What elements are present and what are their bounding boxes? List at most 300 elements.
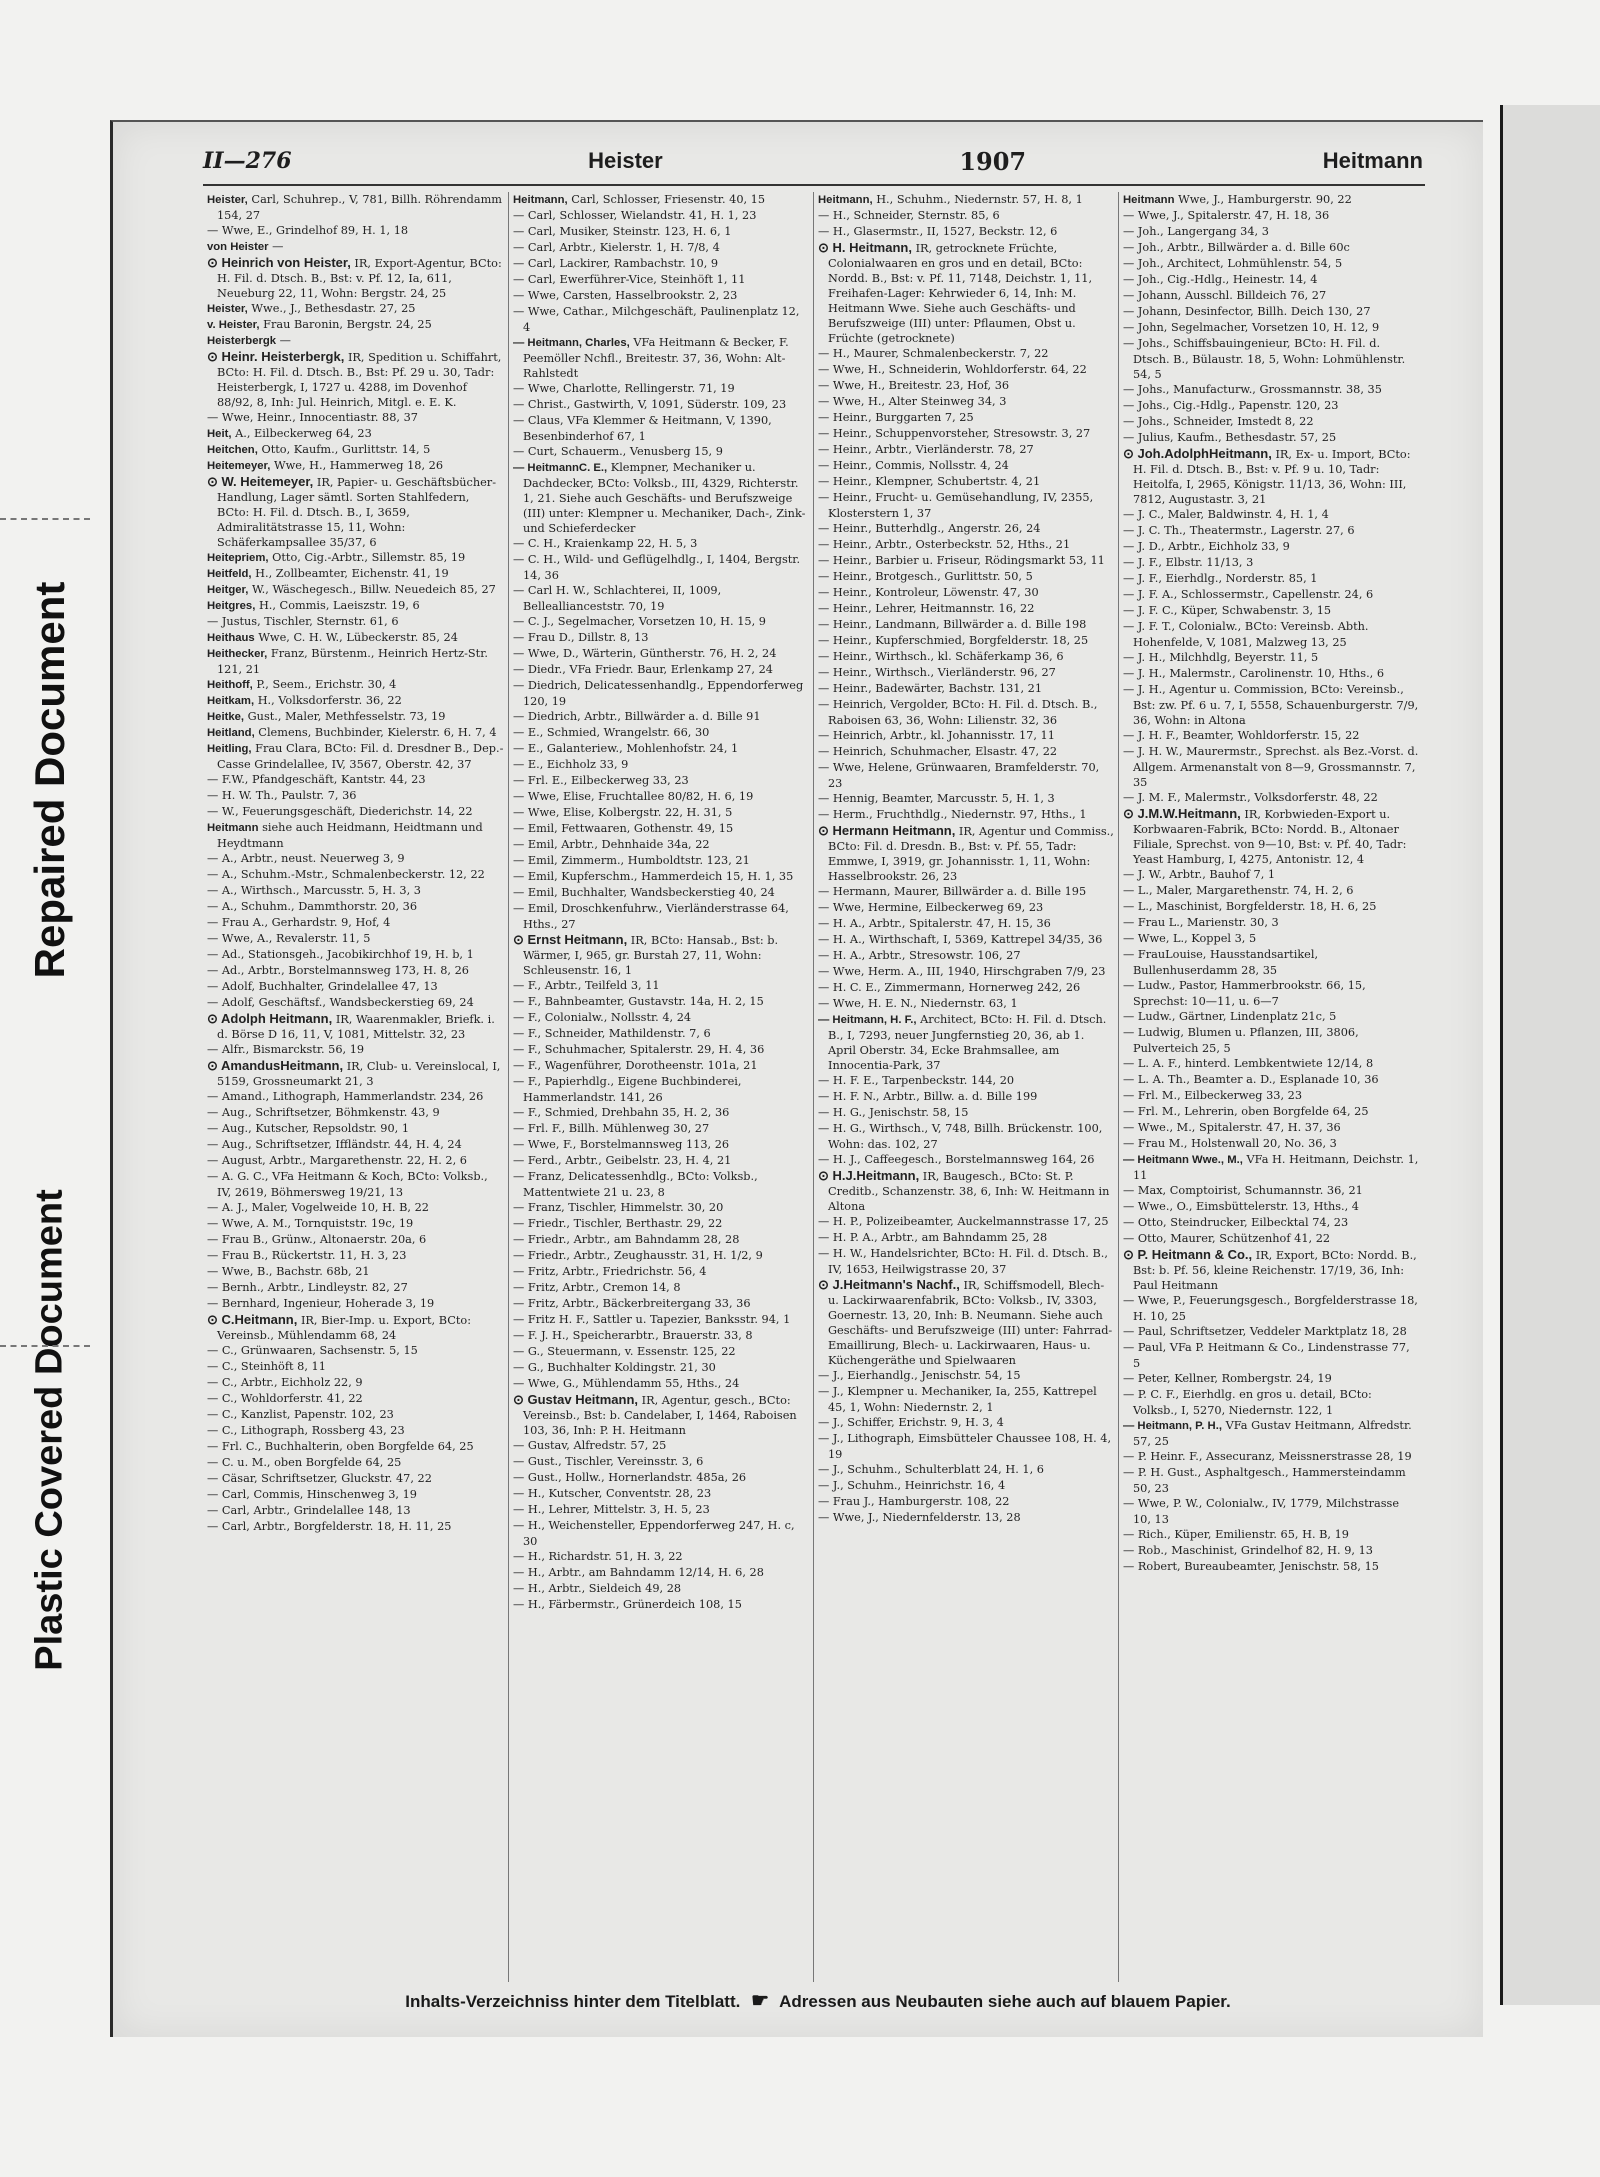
directory-entry xyxy=(818,823,1114,884)
entry-details: IR, Export-Agentur, BCto: H. Fil. d. Dtsch. B., Bst: v. Pf. 12, Ia, 611, Neueburg 22, 11, Wohn: Bergstr. 24, 25 xyxy=(217,257,502,300)
repaired-document-label: Repaired Document xyxy=(26,581,73,979)
directory-entry xyxy=(818,617,1114,633)
entry-details: — J. H., Malermstr., Carolinenstr. 10, Hths., 6 xyxy=(1123,667,1385,680)
entry-name: Heisterbergk xyxy=(207,335,277,347)
entry-details: — Wwe, Herm. A., III, 1940, Hirschgraben 7/9, 23 xyxy=(818,965,1106,978)
entry-details: — Emil, Arbtr., Dehnhaide 34a, 22 xyxy=(513,838,710,851)
directory-entry xyxy=(513,224,809,240)
directory-entry xyxy=(513,1296,809,1312)
directory-entry xyxy=(1123,1072,1419,1088)
directory-entry xyxy=(818,1089,1114,1105)
entry-details: — Curt, Schauerm., Venusberg 15, 9 xyxy=(513,445,723,458)
directory-entry xyxy=(818,728,1114,744)
directory-entry xyxy=(207,1375,504,1391)
directory-entry xyxy=(513,288,809,304)
directory-entry xyxy=(207,550,504,566)
entry-name: ⊙ J.Heitmann's Nachf., xyxy=(818,1277,960,1292)
entry-details: — Wwe, H., Breitestr. 23, Hof, 36 xyxy=(818,379,1010,392)
directory-entry xyxy=(818,681,1114,697)
entry-details: — A., Schuhm., Dammthorstr. 20, 36 xyxy=(207,900,418,913)
entry-details: — J. W., Arbtr., Bauhof 7, 1 xyxy=(1123,868,1276,881)
directory-entry xyxy=(513,1248,809,1264)
entry-details: — John, Segelmacher, Vorsetzen 10, H. 12, 9 xyxy=(1123,321,1380,334)
directory-entry xyxy=(207,1200,504,1216)
entry-name: ⊙ H.J.Heitmann, xyxy=(818,1168,920,1183)
entry-details: Otto, Kaufm., Gurlittstr. 14, 5 xyxy=(261,443,431,456)
directory-entry xyxy=(1123,1465,1419,1496)
directory-entry xyxy=(1123,414,1419,430)
directory-entry xyxy=(818,1494,1114,1510)
directory-entry xyxy=(513,536,809,552)
page-footer xyxy=(213,1988,1423,2013)
directory-entry xyxy=(818,394,1114,410)
entry-name: v. Heister, xyxy=(207,319,260,331)
entry-details: — Ferd., Arbtr., Geibelstr. 23, H. 4, 21 xyxy=(513,1154,732,1167)
directory-entry xyxy=(513,1153,809,1169)
entry-details: — Ad., Stationsgeh., Jacobikirchhof 19, H. b, 1 xyxy=(207,948,474,961)
directory-entry xyxy=(818,1105,1114,1121)
entry-details: — H., Schneider, Sternstr. 85, 6 xyxy=(818,209,1000,222)
entry-details: Carl, Schuhrep., V, 781, Billh. Röhrendamm 154, 27 xyxy=(217,193,503,222)
directory-entry xyxy=(513,1328,809,1344)
entry-details: — Carl, Ewerführer-Vice, Steinhöft 1, 11 xyxy=(513,273,746,286)
entry-details: — H. G., Wirthsch., V, 748, Billh. Brückenstr. 100, Wohn: das. 102, 27 xyxy=(818,1122,1103,1151)
directory-entry xyxy=(207,1391,504,1407)
directory-entry xyxy=(513,1360,809,1376)
directory-entry xyxy=(513,1376,809,1392)
pointing-hand-icon: ☛ xyxy=(751,1990,769,2012)
entry-details: Gust., Maler, Methfesselstr. 73, 19 xyxy=(247,710,446,723)
entry-details: IR, Baugesch., BCto: St. P. Creditb., Schanzenstr. 38, 6, Inh: W. Heitmann in Altona xyxy=(828,1170,1110,1213)
entry-details: — Heinr., Kupferschmied, Borgfelderstr. 18, 25 xyxy=(818,634,1089,647)
entry-details: — A. G. C., VFa Heitmann & Koch, BCto: Volksb., IV, 2619, Böhmersweg 19/21, 13 xyxy=(207,1170,488,1199)
directory-entry xyxy=(207,1407,504,1423)
entry-details: Frau Clara, BCto: Fil. d. Dresdner B., Dep.-Casse Grindelallee, IV, 3567, Oberstr. 42, 37 xyxy=(217,742,504,771)
directory-entry xyxy=(207,1503,504,1519)
entry-details: — C. J., Segelmacher, Vorsetzen 10, H. 15, 9 xyxy=(513,615,766,628)
directory-entry xyxy=(207,1248,504,1264)
directory-entry xyxy=(207,349,504,410)
entry-name: ⊙ Joh.AdolphHeitmann, xyxy=(1123,446,1272,461)
directory-entry xyxy=(513,460,809,536)
entry-details: IR, Schiffsmodell, Blech- u. Lackirwaarenfabrik, BCto: Volksb., IV, 3303, Goernestr. 13, 20, Inh: B. Neumann. Siehe auch Geschäfts- und Berufszweige (III) unter: Fahrrad-Emaillirung, Blech- u. Lackirwaaren, Haus- u. Küchengeräthe und Spielwaaren xyxy=(828,1279,1113,1367)
directory-entry xyxy=(1123,915,1419,931)
entry-name: Heithoff, xyxy=(207,679,253,691)
directory-entry xyxy=(818,1121,1114,1152)
directory-entry xyxy=(818,665,1114,681)
directory-entry xyxy=(1123,931,1419,947)
entry-details: — Wwe, H. E. N., Niedernstr. 63, 1 xyxy=(818,997,1018,1010)
directory-entry xyxy=(513,256,809,272)
entry-details: — Heinr., Wirthsch., kl. Schäferkamp 36, 6 xyxy=(818,650,1064,663)
directory-entry xyxy=(818,1246,1114,1277)
entry-details: — J., Klempner u. Mechaniker, Ia, 255, Kattrepel 45, 1, Wohn: Niedernstr. 2, 1 xyxy=(818,1385,1097,1414)
directory-entry xyxy=(207,1011,504,1042)
directory-entry xyxy=(1123,650,1419,666)
directory-entry xyxy=(513,1549,809,1565)
entry-details: — H. J., Caffeegesch., Borstelmannsweg 164, 26 xyxy=(818,1153,1095,1166)
directory-entry xyxy=(818,744,1114,760)
entry-details: — H., Arbtr., am Bahndamm 12/14, H. 6, 28 xyxy=(513,1566,764,1579)
directory-entry xyxy=(207,301,504,317)
directory-entry xyxy=(207,1439,504,1455)
entry-details: — J., Schiffer, Erichstr. 9, H. 3, 4 xyxy=(818,1416,1004,1429)
directory-entry xyxy=(1123,336,1419,382)
entry-details: — Carl H. W., Schlachterei, II, 1009, Belleallianceststr. 70, 19 xyxy=(513,584,722,613)
entry-details: — J. D., Arbtr., Eichholz 33, 9 xyxy=(1123,540,1290,553)
directory-entry xyxy=(207,1232,504,1248)
directory-entry xyxy=(1123,1371,1419,1387)
entry-details: — Ad., Arbtr., Borstelmannsweg 173, H. 8, 26 xyxy=(207,964,469,977)
entry-details: — Heinr., Burggarten 7, 25 xyxy=(818,411,974,424)
directory-entry xyxy=(513,1392,809,1438)
entry-details: — Emil, Kupferschm., Hammerdeich 15, H. 1, 35 xyxy=(513,870,794,883)
entry-details: — Fritz, Arbtr., Bäckerbreitergang 33, 36 xyxy=(513,1297,751,1310)
entry-details: — Wwe, J., Spitalerstr. 47, H. 18, 36 xyxy=(1123,209,1330,222)
entry-name: Heister, xyxy=(207,303,248,315)
entry-details: — Adolf, Buchhalter, Grindelallee 47, 13 xyxy=(207,980,438,993)
entry-details: — August, Arbtr., Margarethenstr. 22, H. 2, 6 xyxy=(207,1154,467,1167)
directory-entry xyxy=(1123,523,1419,539)
entry-details: — F., Papierhdlg., Eigene Buchbinderei, Hammerlandstr. 141, 26 xyxy=(513,1075,742,1104)
directory-entry xyxy=(513,630,809,646)
entry-details: — Joh., Langergang 34, 3 xyxy=(1123,225,1269,238)
entry-name: ⊙ J.M.W.Heitmann, xyxy=(1123,806,1241,821)
directory-entry xyxy=(1123,320,1419,336)
entry-details: siehe auch Heidmann, Heidtmann und Heydtmann xyxy=(217,821,483,850)
entry-details: — Aug., Schriftsetzer, Böhmkenstr. 43, 9 xyxy=(207,1106,440,1119)
directory-entry xyxy=(513,662,809,678)
entry-name: — Heitmann, H. F., xyxy=(818,1014,917,1026)
directory-entry xyxy=(1123,1056,1419,1072)
entry-details: — Wwe, Cathar., Milchgeschäft, Paulinenplatz 12, 4 xyxy=(513,305,800,334)
entry-details: IR, Agentur und Commiss., BCto: Fil. d. Dresdn. B., Bst: v. Pf. 55, Tadr: Emmwe, I, 3919, gr. Johannisstr. 1, 11, Wohn: Hasselbrookstr. 26, 23 xyxy=(828,825,1114,883)
directory-entry xyxy=(513,1169,809,1200)
entry-details: — Paul, Schriftsetzer, Veddeler Marktplatz 18, 28 xyxy=(1123,1325,1407,1338)
directory-entry xyxy=(513,1137,809,1153)
entry-details: — Wwe, Elise, Fruchtallee 80/82, H. 6, 19 xyxy=(513,790,754,803)
entry-details: — J. H., Agentur u. Commission, BCto: Vereinsb., Bst: zw. Pf. 6 u. 7, I, 5558, Schauenburgerstr. 7/9, 36, Wohn: in Altona xyxy=(1123,683,1419,727)
directory-entry xyxy=(207,255,504,301)
entry-details: — FrauLouise, Hausstandsartikel, Bullenhuserdamm 28, 35 xyxy=(1123,948,1319,977)
entry-details: — Wwe, B., Bachstr. 68b, 21 xyxy=(207,1265,370,1278)
entry-details: — Emil, Droschkenfuhrw., Vierländerstrasse 64, Hths., 27 xyxy=(513,902,789,931)
entry-details: — Wwe, Helene, Grünwaaren, Bramfelderstr. 70, 23 xyxy=(818,761,1100,790)
entry-details: — H. F. N., Arbtr., Billw. a. d. Bille 199 xyxy=(818,1090,1038,1103)
entry-details: — Friedr., Arbtr., am Bahndamm 28, 28 xyxy=(513,1233,740,1246)
entry-details: — Heinr., Kontroleur, Löwenstr. 47, 30 xyxy=(818,586,1039,599)
entry-name: Heitmann, xyxy=(513,194,568,206)
entry-details: — Claus, VFa Klemmer & Heitmann, V, 1390, Besenbinderhof 67, 1 xyxy=(513,414,772,443)
entry-details: — Alfr., Bismarckstr. 56, 19 xyxy=(207,1043,365,1056)
entry-details: — Emil, Zimmerm., Humboldtstr. 123, 21 xyxy=(513,854,750,867)
entry-details: — Herm., Fruchthdlg., Niedernstr. 97, Hths., 1 xyxy=(818,808,1087,821)
entry-name: — Heitmann, P. H., xyxy=(1123,1420,1222,1432)
entry-details: — Carl, Arbtr., Kielerstr. 1, H. 7/8, 4 xyxy=(513,241,720,254)
entry-details: — J. C. Th., Theatermstr., Lagerstr. 27, 6 xyxy=(1123,524,1355,537)
entry-name: ⊙ Heinr. Heisterbergk, xyxy=(207,349,345,364)
entry-details: Architect, BCto: H. Fil. d. Dtsch. B., I, 7293, neuer Jungfernstieg 20, 36, ab 1. April Oberstr. 34, Ecke Brahmsallee, am Innocentia-Park, 37 xyxy=(828,1013,1107,1072)
entry-details: — G., Steuermann, v. Essenstr. 125, 22 xyxy=(513,1345,736,1358)
directory-entry xyxy=(1123,666,1419,682)
directory-entry xyxy=(818,964,1114,980)
entry-details: — H. W., Handelsrichter, BCto: H. Fil. d. Dtsch. B., IV, 1653, Heilwigstrasse 20, 37 xyxy=(818,1247,1108,1276)
entry-details: — Heinr., Arbtr., Osterbeckstr. 52, Hths., 21 xyxy=(818,538,1071,551)
entry-details: — Aug., Schriftsetzer, Iffländstr. 44, H. 4, 24 xyxy=(207,1138,462,1151)
entry-details: — Joh., Cig.-Hdlg., Heinestr. 14, 4 xyxy=(1123,273,1318,286)
directory-entry xyxy=(513,208,809,224)
directory-entry xyxy=(513,994,809,1010)
directory-entry xyxy=(818,521,1114,537)
entry-details: — H. A., Arbtr., Spitalerstr. 47, H. 15, 36 xyxy=(818,917,1051,930)
entry-details: Carl, Schlosser, Friesenstr. 40, 15 xyxy=(571,193,766,206)
entry-details: — Joh., Architect, Lohmühlenstr. 54, 5 xyxy=(1123,257,1343,270)
side-labels xyxy=(0,0,100,2177)
entry-name: Heitgres, xyxy=(207,600,256,612)
entry-details: — Heinrich, Vergolder, BCto: H. Fil. d. Dtsch. B., Raboisen 63, 36, Wohn: Lilienstr. 32, 36 xyxy=(818,698,1098,727)
entry-details: — Wwe, D., Wärterin, Güntherstr. 76, H. 2, 24 xyxy=(513,647,777,660)
entry-details: P., Seem., Erichstr. 30, 4 xyxy=(256,678,397,691)
entry-details: — P. H. Gust., Asphaltgesch., Hammersteindamm 50, 23 xyxy=(1123,1466,1406,1495)
directory-entry xyxy=(207,1423,504,1439)
directory-entry xyxy=(513,853,809,869)
footer-new-buildings-note: Adressen aus Neubauten siehe auch auf blauem Papier. xyxy=(779,1992,1231,2011)
entry-details: — Frau J., Hamburgerstr. 108, 22 xyxy=(818,1495,1010,1508)
entry-details: — Gustav, Alfredstr. 57, 25 xyxy=(513,1439,667,1452)
entry-details: — Frau D., Dillstr. 8, 13 xyxy=(513,631,649,644)
directory-entry xyxy=(1123,192,1419,208)
directory-entry xyxy=(207,474,504,550)
entry-details: — J. F., Elbstr. 11/13, 3 xyxy=(1123,556,1254,569)
entry-details: — Wwe, P., Feuerungsgesch., Borgfelderstrasse 18, H. 10, 25 xyxy=(1123,1294,1418,1323)
directory-entry xyxy=(513,646,809,662)
entry-details: — Carl, Schlosser, Wielandstr. 41, H. 1, 23 xyxy=(513,209,757,222)
directory-entry xyxy=(818,1431,1114,1462)
entry-details: — Wwe, E., Grindelhof 89, H. 1, 18 xyxy=(207,224,409,237)
column-1 xyxy=(203,192,508,1982)
directory-entry xyxy=(207,566,504,582)
entry-details: W., Wäschegesch., Billw. Neuedeich 85, 27 xyxy=(252,583,496,596)
directory-entry xyxy=(513,725,809,741)
entry-details: — Wwe, J., Niedernfelderstr. 13, 28 xyxy=(818,1511,1021,1524)
directory-entry xyxy=(513,1200,809,1216)
directory-entry xyxy=(1123,1152,1419,1183)
directory-entry xyxy=(1123,867,1419,883)
entry-details: IR, Ex- u. Import, BCto: H. Fil. d. Dtsch. B., Bst: v. Pf. 9 u. 10, Tadr: Heitolfa, I, 2965, Königstr. 11/13, 36, Wohn: III, 7812, Augustastr. 3, 21 xyxy=(1133,448,1411,506)
directory-entry xyxy=(207,442,504,458)
directory-entry xyxy=(513,1121,809,1137)
directory-entry xyxy=(818,1384,1114,1415)
directory-entry xyxy=(1123,304,1419,320)
directory-entry xyxy=(513,1312,809,1328)
directory-entry xyxy=(513,413,809,444)
entry-details: H., Commis, Laeiszstr. 19, 6 xyxy=(258,599,420,612)
directory-entry xyxy=(513,773,809,789)
entry-details: — Hennig, Beamter, Marcusstr. 5, H. 1, 3 xyxy=(818,792,1055,805)
entry-details: — F., Schneider, Mathildenstr. 7, 6 xyxy=(513,1027,711,1040)
cut-marker xyxy=(0,518,90,520)
entry-details: — Friedr., Tischler, Berthastr. 29, 22 xyxy=(513,1217,723,1230)
entry-details: — Heinr., Badewärter, Bachstr. 131, 21 xyxy=(818,682,1043,695)
entry-details: — Frl. M., Eilbeckerweg 33, 23 xyxy=(1123,1089,1303,1102)
directory-entry xyxy=(1123,272,1419,288)
entry-details: — J., Eierhandlg., Jenischstr. 54, 15 xyxy=(818,1369,1021,1382)
entry-details: — C. H., Wild- und Geflügelhdlg., I, 1404, Bergstr. 14, 36 xyxy=(513,553,801,582)
directory-entry xyxy=(513,805,809,821)
entry-name: Heithecker, xyxy=(207,648,268,660)
directory-entry xyxy=(818,807,1114,823)
directory-entry xyxy=(818,569,1114,585)
year: 1907 xyxy=(959,146,1027,176)
entry-details: — Frau B., Rückertstr. 11, H. 3, 23 xyxy=(207,1249,407,1262)
entry-details: — J., Schuhm., Heinrichstr. 16, 4 xyxy=(818,1479,1006,1492)
entry-details: — Frau L., Marienstr. 30, 3 xyxy=(1123,916,1279,929)
entry-details: — F., Arbtr., Teilfeld 3, 11 xyxy=(513,979,660,992)
entry-details: IR, BCto: Hansab., Bst: b. Wärmer, I, 965, gr. Burstah 27, 11, Wohn: Schleusenstr. 16, 1 xyxy=(523,934,779,977)
entry-details: — Gust., Tischler, Vereinsstr. 3, 6 xyxy=(513,1455,704,1468)
footer-index-note: Inhalts-Verzeichniss hinter dem Titelblatt. xyxy=(405,1992,741,2011)
directory-entry xyxy=(513,381,809,397)
entry-details: — Emil, Buchhalter, Wandsbeckerstieg 40, 24 xyxy=(513,886,775,899)
directory-entry xyxy=(818,410,1114,426)
entry-details: — H., Arbtr., Sieldeich 49, 28 xyxy=(513,1582,682,1595)
directory-entry xyxy=(818,1510,1114,1526)
directory-entry xyxy=(513,869,809,885)
directory-entry xyxy=(513,240,809,256)
entry-details: — H., Lehrer, Mittelstr. 3, H. 5, 23 xyxy=(513,1503,710,1516)
directory-entry xyxy=(818,1368,1114,1384)
directory-entry xyxy=(207,867,504,883)
entry-details: — Fritz, Arbtr., Friedrichstr. 56, 4 xyxy=(513,1265,707,1278)
directory-entry xyxy=(818,791,1114,807)
entry-details: — Carl, Arbtr., Grindelallee 148, 13 xyxy=(207,1504,411,1517)
directory-entry xyxy=(513,1565,809,1581)
entry-details: — F., Schmied, Drehbahn 35, H. 2, 36 xyxy=(513,1106,730,1119)
entry-details: — Heinrich, Schuhmacher, Elsastr. 47, 22 xyxy=(818,745,1058,758)
directory-entry xyxy=(1123,507,1419,523)
entry-details: H., Zollbeamter, Eichenstr. 41, 19 xyxy=(255,567,449,580)
entry-details: — J. F., Eierhdlg., Norderstr. 85, 1 xyxy=(1123,572,1318,585)
entry-details: — Wwe, A. M., Tornquiststr. 19c, 19 xyxy=(207,1217,414,1230)
entry-details: IR, Bier-Imp. u. Export, BCto: Vereinsb., Mühlendamm 68, 24 xyxy=(217,1314,472,1342)
entry-details: — C. u. M., oben Borgfelde 64, 25 xyxy=(207,1456,402,1469)
entry-details: — F., Colonialw., Nollsstr. 4, 24 xyxy=(513,1011,692,1024)
entry-details: — H., Maurer, Schmalenbeckerstr. 7, 22 xyxy=(818,347,1049,360)
entry-name: Heitkam, xyxy=(207,695,255,707)
entry-details: — L. A. F., hinterd. Lembkentwiete 12/14, 8 xyxy=(1123,1057,1374,1070)
directory-entry xyxy=(818,1277,1114,1368)
directory-entry xyxy=(818,1462,1114,1478)
entry-details: — Heinr., Barbier u. Friseur, Rödingsmarkt 53, 11 xyxy=(818,554,1105,567)
entry-details: — Wwe, Hermine, Eilbeckerweg 69, 23 xyxy=(818,901,1044,914)
directory-entry xyxy=(1123,587,1419,603)
directory-entry xyxy=(207,709,504,725)
entry-name: ⊙ AmandusHeitmann, xyxy=(207,1058,344,1073)
directory-entry xyxy=(207,677,504,693)
directory-entry xyxy=(818,1214,1114,1230)
entry-name: — HeitmannC. E., xyxy=(513,462,608,474)
entry-details: — Wwe, Elise, Kolbergstr. 22, H. 31, 5 xyxy=(513,806,733,819)
entry-details: — Heinr., Butterhdlg., Angerstr. 26, 24 xyxy=(818,522,1041,535)
entry-details: IR, Waarenmakler, Briefk. i. d. Börse D 16, 11, V, 1081, Mittelstr. 32, 23 xyxy=(217,1013,495,1041)
entry-details: — Heinr., Wirthsch., Vierländerstr. 96, 27 xyxy=(818,666,1056,679)
entry-name: Heitger, xyxy=(207,584,249,596)
directory-entry xyxy=(513,397,809,413)
directory-entry xyxy=(513,821,809,837)
entry-details: — Frl. E., Eilbeckerweg 33, 23 xyxy=(513,774,689,787)
entry-name: ⊙ Hermann Heitmann, xyxy=(818,823,956,838)
entry-details: — Frl. C., Buchhalterin, oben Borgfelde 64, 25 xyxy=(207,1440,474,1453)
directory-entry xyxy=(1123,1527,1419,1543)
directory-entry xyxy=(818,760,1114,791)
entry-name: — Heitmann Wwe., M., xyxy=(1123,1154,1243,1166)
entry-name: Heithaus xyxy=(207,632,255,644)
directory-entry xyxy=(1123,1136,1419,1152)
directory-entry xyxy=(1123,947,1419,978)
directory-entry xyxy=(1123,571,1419,587)
directory-entry xyxy=(1123,256,1419,272)
directory-entry xyxy=(513,192,809,208)
adjacent-page-edge xyxy=(1500,105,1600,2005)
entry-details: Klempner, Mechaniker u. Dachdecker, BCto: Volksb., III, 4329, Richterstr. 1, 21. Siehe auch Geschäfts- und Berufszweige (III) unter: Klempner u. Mechaniker, Dach-, Zink- und Schieferdecker xyxy=(523,461,806,535)
entry-details: — Heinr., Arbtr., Vierländerstr. 78, 27 xyxy=(818,443,1034,456)
entry-details: — Carl, Musiker, Steinstr. 123, H. 6, 1 xyxy=(513,225,732,238)
directory-entry xyxy=(513,444,809,460)
directory-entry xyxy=(207,1312,504,1343)
directory-entry xyxy=(513,978,809,994)
directory-entry xyxy=(207,646,504,677)
directory-entry xyxy=(818,362,1114,378)
directory-entry xyxy=(1123,1199,1419,1215)
directory-entry xyxy=(1123,1009,1419,1025)
entry-details: IR, Korbwieden-Export u. Korbwaaren-Fabrik, BCto: Nordd. B., Altonaer Filiale, Sprechst. von 9—10, Bst: v. Pf. 40, Tadr: Yeast Hamburg, I, 4275, Antonistr. 12, 4 xyxy=(1133,808,1407,866)
entry-name: ⊙ Ernst Heitmann, xyxy=(513,932,628,947)
entry-details: — xyxy=(272,240,284,253)
directory-entry xyxy=(1123,883,1419,899)
entry-details: — Heinr., Schuppenvorsteher, Stresowstr. 3, 27 xyxy=(818,427,1091,440)
directory-entry xyxy=(207,239,504,255)
entry-details: — Cäsar, Schriftsetzer, Gluckstr. 47, 22 xyxy=(207,1472,432,1485)
directory-entry xyxy=(207,899,504,915)
directory-entry xyxy=(513,709,809,725)
directory-entry xyxy=(818,996,1114,1012)
directory-entry xyxy=(207,410,504,426)
entry-details: — Frau A., Gerhardstr. 9, Hof, 4 xyxy=(207,916,391,929)
entry-name: Heit, xyxy=(207,428,232,440)
column-3 xyxy=(813,192,1118,1982)
entry-name: Heister, xyxy=(207,194,248,206)
directory-entry xyxy=(818,649,1114,665)
entry-details: Wwe, C. H. W., Lübeckerstr. 85, 24 xyxy=(258,631,458,644)
directory-entry xyxy=(818,980,1114,996)
directory-entry xyxy=(818,884,1114,900)
entry-name: ⊙ H. Heitmann, xyxy=(818,240,912,255)
directory-entry xyxy=(818,426,1114,442)
entry-details: — H. A., Arbtr., Stresowstr. 106, 27 xyxy=(818,949,1021,962)
directory-entry xyxy=(1123,899,1419,915)
entry-details: — Johann, Desinfector, Billh. Deich 130, 27 xyxy=(1123,305,1371,318)
entry-columns xyxy=(203,192,1425,1982)
directory-entry xyxy=(818,916,1114,932)
directory-entry xyxy=(513,885,809,901)
directory-entry xyxy=(513,614,809,630)
entry-details: — W., Feuerungsgeschäft, Diederichstr. 14, 22 xyxy=(207,805,473,818)
entry-name: Heitepriem, xyxy=(207,552,269,564)
directory-entry xyxy=(513,1280,809,1296)
plastic-covered-document-label: Plastic Covered Document xyxy=(28,1189,71,1671)
directory-entry xyxy=(207,804,504,820)
entry-details: — H. F. E., Tarpenbeckstr. 144, 20 xyxy=(818,1074,1015,1087)
